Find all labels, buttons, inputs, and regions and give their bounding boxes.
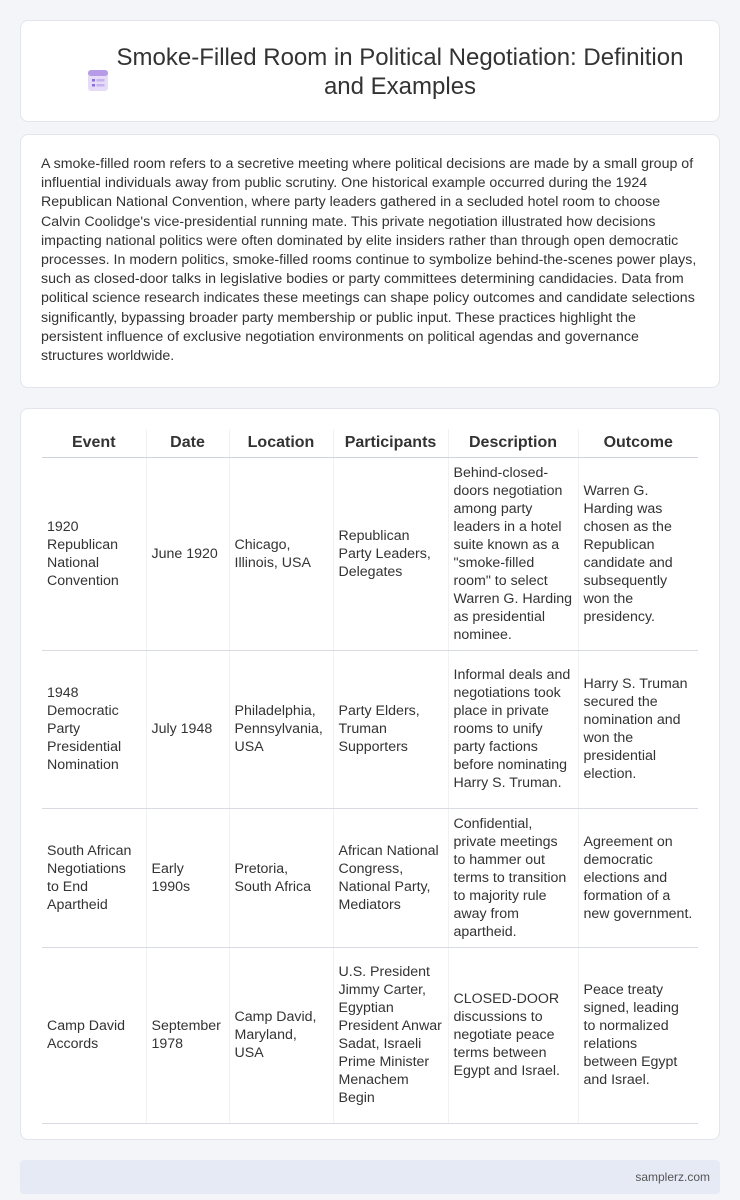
title-card: [20, 20, 720, 122]
footer-bar: [20, 1160, 720, 1194]
cell-outcome: Warren G. Harding was chosen as the Republican candidate and subsequently won the presidency.: [578, 457, 698, 650]
header-description: Description: [448, 429, 578, 457]
intro-card: [20, 134, 720, 388]
table-row: [42, 650, 698, 808]
table-row: [42, 947, 698, 1123]
cell-location: Pretoria, South Africa: [229, 808, 333, 947]
header-participants: Participants: [333, 429, 448, 457]
cell-participants: Party Elders, Truman Supporters: [333, 650, 448, 808]
cell-participants: Republican Party Leaders, Delegates: [333, 457, 448, 650]
header-outcome: Outcome: [578, 429, 698, 457]
cell-description: Confidential, private meetings to hammer out terms to transition to majority rule away from apartheid.: [448, 808, 578, 947]
header-event: Event: [42, 429, 146, 457]
table-card: [20, 408, 720, 1140]
cell-date: June 1920: [146, 457, 229, 650]
header-location: Location: [229, 429, 333, 457]
cell-description: CLOSED-DOOR discussions to negotiate peace terms between Egypt and Israel.: [448, 947, 578, 1123]
table-header-row: [42, 429, 698, 457]
cell-location: Philadelphia, Pennsylvania, USA: [229, 650, 333, 808]
cell-date: Early 1990s: [146, 808, 229, 947]
cell-outcome: Agreement on democratic elections and formation of a new government.: [578, 808, 698, 947]
page-title: Smoke-Filled Room in Political Negotiation: Definition and Examples: [116, 44, 684, 100]
table-row: [42, 808, 698, 947]
footer-site-link[interactable]: samplerz.com: [635, 1170, 710, 1184]
cell-event: Camp David Accords: [42, 947, 146, 1123]
cell-event: 1920 Republican National Convention: [42, 457, 146, 650]
cell-event: South African Negotiations to End Apartheid: [42, 808, 146, 947]
cell-location: Chicago, Illinois, USA: [229, 457, 333, 650]
cell-participants: African National Congress, National Party, Mediators: [333, 808, 448, 947]
table-row: [42, 457, 698, 650]
events-table: [42, 429, 698, 1124]
cell-event: 1948 Democratic Party Presidential Nomination: [42, 650, 146, 808]
header-date: Date: [146, 429, 229, 457]
cell-outcome: Peace treaty signed, leading to normalized relations between Egypt and Israel.: [578, 947, 698, 1123]
intro-paragraph: A smoke-filled room refers to a secretive meeting where political decisions are made by a small group of influential individuals away from public scrutiny. One historical example occurred during the 1924 Republican National Convention, where party leaders gathered in a secluded hotel room to choose Calvin Coolidge's vice-presidential running mate. This private negotiation illustrated how decisions impacting national politics were often dominated by elite insiders rather than through open democratic processes. In modern politics, smoke-filled rooms continue to symbolize behind-the-scenes power plays, such as closed-door talks in legislative bodies or party committees determining candidacies. Data from political science research indicates these meetings can shape policy outcomes and candidate selections significantly, bypassing broader party membership or public input. These practices highlight the persistent influence of exclusive negotiation environments on political agendas and governance structures worldwide.: [41, 156, 697, 365]
cell-description: Informal deals and negotiations took place in private rooms to unify party factions before nominating Harry S. Truman.: [448, 650, 578, 808]
cell-participants: U.S. President Jimmy Carter, Egyptian President Anwar Sadat, Israeli Prime Minister Menachem Begin: [333, 947, 448, 1123]
cell-date: July 1948: [146, 650, 229, 808]
cell-outcome: Harry S. Truman secured the nomination and won the presidential election.: [578, 650, 698, 808]
cell-description: Behind-closed-doors negotiation among party leaders in a hotel suite known as a "smoke-filled room" to select Warren G. Harding as presidential nominee.: [448, 457, 578, 650]
cell-date: September 1978: [146, 947, 229, 1123]
cell-location: Camp David, Maryland, USA: [229, 947, 333, 1123]
